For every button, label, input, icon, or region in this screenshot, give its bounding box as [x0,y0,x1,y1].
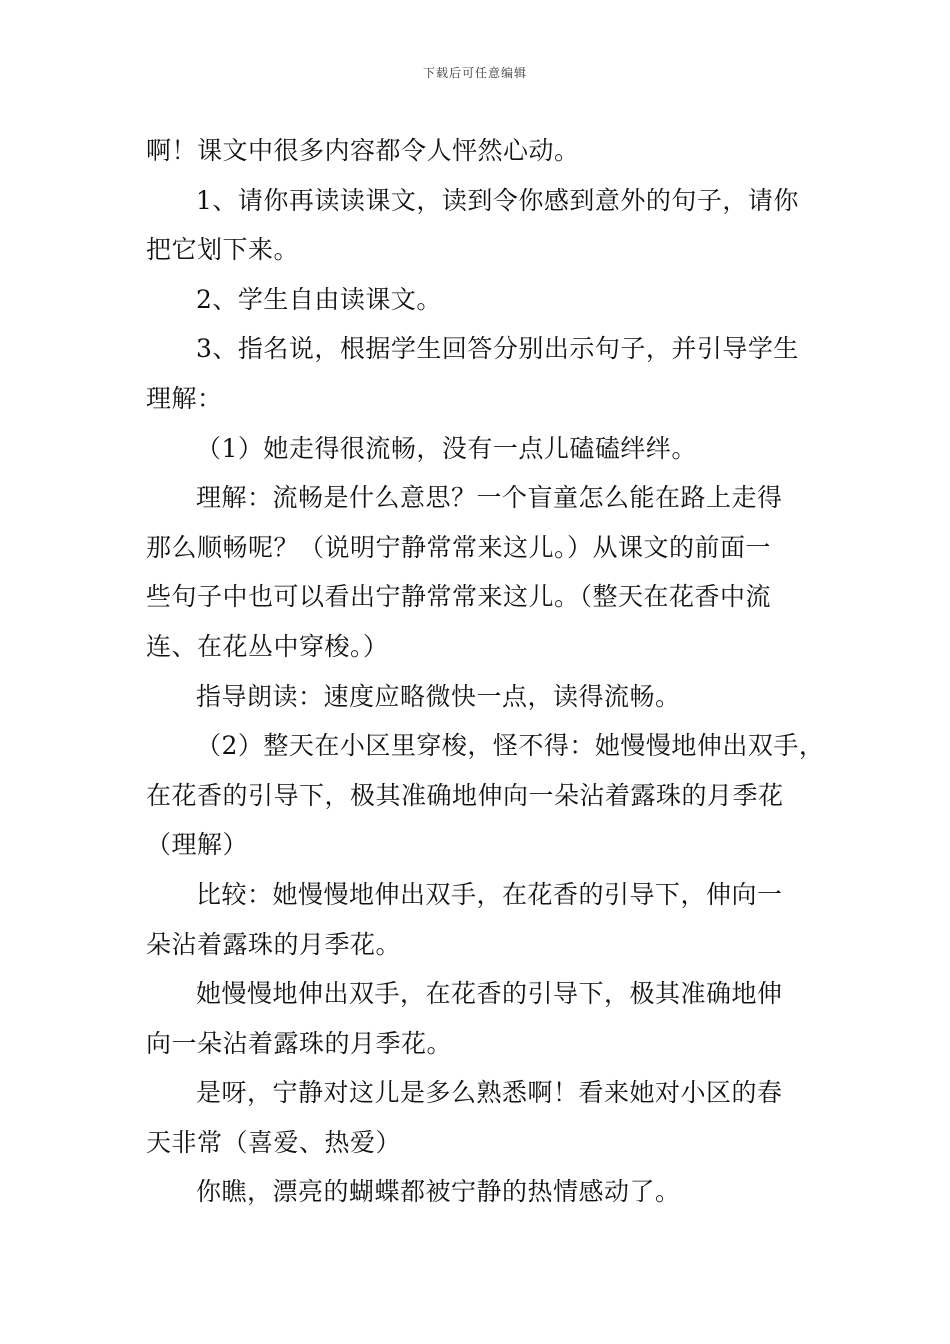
page-header: 下载后可任意编辑 [422,66,527,80]
text-line: 朵沾着露珠的月季花。 [146,929,402,959]
text-line: 她慢慢地伸出双手，在花香的引导下，极其准确地伸 [196,979,783,1009]
text-line: （2）整天在小区里穿梭，怪不得：她慢慢地伸出双手， [196,731,825,761]
text-line: （1）她走得很流畅，没有一点儿磕磕绊绊。 [196,433,697,463]
text-line: 理解：流畅是什么意思？一个盲童怎么能在路上走得 [196,483,783,513]
text-line: 那么顺畅呢？（说明宁静常常来这儿。）从课文的前面一 [146,532,772,562]
text-line: 些句子中也可以看出宁静常常来这儿。（整天在花香中流 [146,582,772,612]
text-line: 3、指名说，根据学生回答分别出示句子，并引导学生 [196,334,799,364]
text-line: 比较：她慢慢地伸出双手，在花香的引导下，伸向一 [196,879,783,909]
text-line: 指导朗读：速度应略微快一点，读得流畅。 [196,681,681,711]
text-line: 是呀，宁静对这儿是多么熟悉啊！看来她对小区的春 [196,1078,783,1108]
document-body [146,126,825,1217]
text-line: 连、在花丛中穿梭。） [146,631,389,661]
text-line: 向一朵沾着露珠的月季花。 [146,1028,453,1058]
text-line: 在花香的引导下，极其准确地伸向一朵沾着露珠的月季花 [146,780,784,810]
text-line: 天非常（喜爱、热爱） [146,1127,402,1157]
text-line: 理解： [146,383,223,413]
text-line: （理解） [146,830,249,860]
text-line: 啊！课文中很多内容都令人怦然心动。 [146,136,580,165]
text-line: 你瞧，漂亮的蝴蝶都被宁静的热情感动了。 [196,1177,681,1207]
text-line: 1、请你再读读课文，读到令你感到意外的句子，请你 [196,185,799,215]
text-line: 2、学生自由读课文。 [196,284,442,314]
text-line: 把它划下来。 [146,235,300,265]
